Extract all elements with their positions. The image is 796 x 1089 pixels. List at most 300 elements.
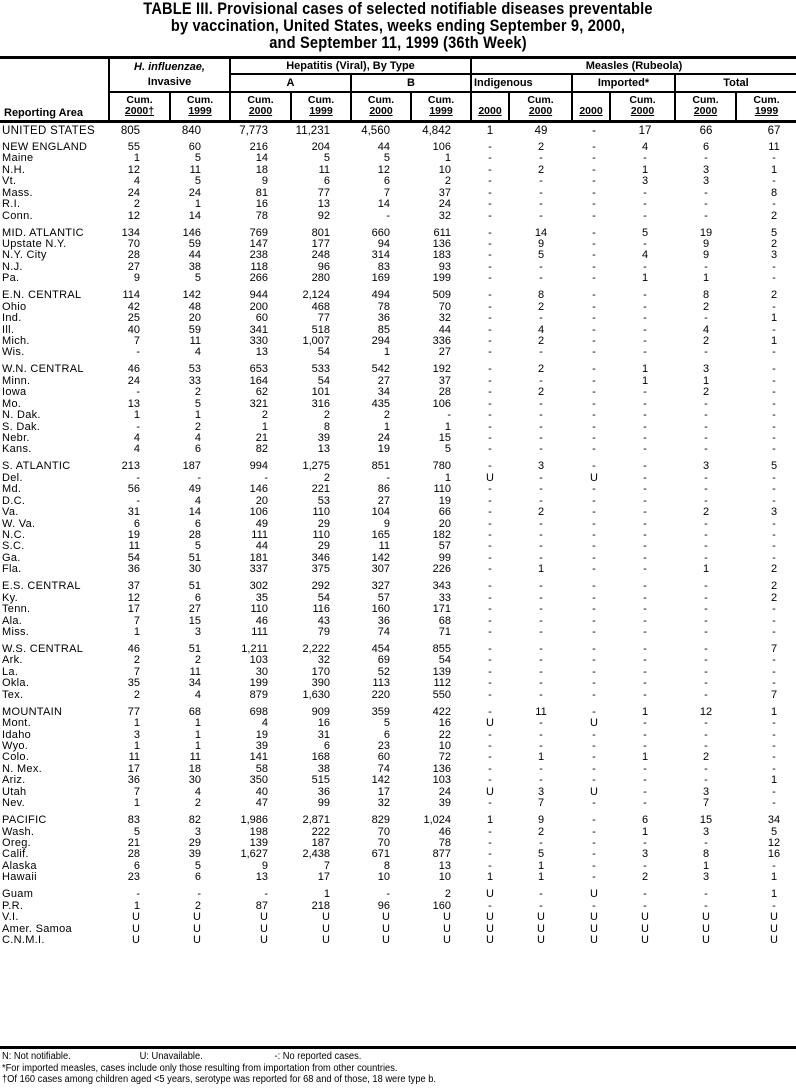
data-cell: 139 — [249, 836, 268, 849]
data-cell: 879 — [249, 688, 268, 701]
data-cell: 1 — [133, 797, 140, 810]
data-cell: 1 — [537, 751, 545, 764]
data-cell: 4 — [194, 346, 201, 359]
data-cell: 24 — [127, 186, 140, 199]
data-cell: - — [488, 409, 492, 422]
data-cell: - — [539, 762, 543, 775]
reporting-area-cell: Colo. — [2, 751, 30, 764]
data-cell: - — [539, 688, 543, 701]
reporting-area-cell: Tenn. — [2, 603, 31, 616]
data-cell: 36 — [127, 563, 140, 576]
data-cell: - — [488, 420, 492, 433]
data-cell: 10 — [377, 871, 390, 884]
data-cell: 20 — [188, 312, 201, 325]
data-cell: 2 — [641, 871, 649, 884]
data-cell: - — [488, 226, 492, 239]
data-cell: 55 — [127, 141, 140, 153]
data-cell: 1,986 — [240, 814, 268, 827]
cum-label: Cum. — [367, 94, 395, 106]
subheader-hepa-1999 — [292, 95, 350, 117]
data-cell: - — [539, 580, 543, 593]
reporting-area-cell: Del. — [2, 471, 23, 484]
data-cell: 7 — [133, 335, 140, 347]
data-cell: 1,211 — [241, 642, 268, 655]
table-row — [0, 616, 796, 627]
data-cell: 53 — [317, 494, 330, 507]
data-cell: 8 — [383, 859, 390, 872]
data-cell: - — [643, 540, 647, 553]
data-cell: - — [539, 198, 543, 211]
data-cell: 213 — [121, 460, 140, 473]
data-cell: 8 — [537, 289, 545, 302]
data-cell: 2 — [770, 563, 778, 576]
data-cell: U — [443, 911, 451, 924]
data-cell: - — [488, 614, 492, 627]
data-cell: 3 — [194, 825, 201, 838]
data-cell: 390 — [311, 677, 330, 690]
data-cell: 1 — [444, 471, 451, 484]
data-cell: 110 — [312, 529, 330, 541]
data-cell: - — [592, 125, 596, 137]
data-cell: 302 — [249, 580, 268, 593]
data-cell: 2 — [133, 654, 140, 667]
data-cell: 5 — [537, 249, 545, 262]
data-cell: 248 — [311, 249, 330, 262]
reporting-area-cell: Calif. — [2, 848, 29, 861]
data-cell: 533 — [311, 363, 330, 376]
table-row-region — [0, 644, 796, 655]
reporting-area-cell: E.S. CENTRAL — [2, 580, 81, 593]
data-cell: 5 — [194, 397, 201, 410]
table-row — [0, 827, 796, 838]
data-cell: - — [772, 397, 776, 410]
data-cell: 12 — [767, 836, 781, 849]
data-cell: 6 — [641, 814, 649, 827]
data-cell: U — [702, 922, 710, 935]
data-cell: - — [592, 209, 596, 222]
data-cell: - — [539, 626, 543, 638]
data-cell: 72 — [438, 751, 451, 764]
data-cell: 34 — [377, 386, 390, 399]
top-rule — [0, 56, 796, 59]
data-cell: 226 — [432, 563, 451, 576]
data-cell: - — [539, 471, 543, 484]
data-cell: U — [590, 933, 598, 946]
table-row — [0, 912, 796, 923]
subheader-imp-cum-2000 — [611, 95, 674, 117]
data-cell: 40 — [255, 785, 268, 798]
data-cell: - — [704, 688, 708, 701]
data-cell: - — [592, 529, 596, 541]
data-cell: - — [488, 506, 492, 519]
data-cell: U — [590, 911, 598, 924]
table-row — [0, 838, 796, 849]
data-cell: U — [486, 933, 494, 946]
data-cell: - — [592, 563, 596, 576]
data-cell: - — [643, 186, 647, 199]
data-cell: 18 — [255, 163, 268, 176]
data-cell: - — [539, 774, 543, 787]
data-cell: - — [772, 346, 776, 359]
data-cell: 611 — [433, 226, 451, 239]
data-cell: - — [488, 563, 492, 576]
data-cell: 24 — [377, 432, 390, 444]
data-cell: - — [488, 626, 492, 638]
table-row-region — [0, 815, 796, 826]
data-cell: - — [772, 300, 776, 313]
data-cell: 36 — [377, 614, 390, 627]
data-cell: 851 — [371, 460, 390, 473]
data-cell: 3 — [537, 460, 545, 473]
data-cell: U — [702, 911, 710, 924]
data-cell: - — [704, 728, 708, 741]
data-cell: U — [770, 933, 778, 946]
divider — [229, 73, 796, 75]
data-cell: - — [592, 272, 596, 285]
data-cell: 15 — [699, 814, 713, 827]
data-cell: - — [488, 836, 492, 849]
data-cell: - — [772, 654, 776, 667]
data-cell: - — [643, 529, 647, 541]
data-cell: 136 — [432, 762, 451, 775]
data-cell: - — [136, 471, 140, 484]
data-cell: - — [488, 163, 492, 176]
data-cell: U — [486, 888, 494, 901]
data-cell: 81 — [255, 186, 268, 199]
data-cell: - — [539, 654, 543, 667]
data-cell: - — [704, 260, 708, 273]
data-cell: - — [488, 848, 492, 861]
data-cell: 53 — [188, 363, 201, 376]
data-cell: 14 — [534, 226, 548, 239]
data-cell: U — [590, 785, 598, 798]
data-cell: - — [592, 774, 596, 787]
data-cell: - — [539, 665, 543, 678]
data-cell: 14 — [188, 209, 201, 222]
data-cell: U — [641, 922, 649, 935]
data-cell: 829 — [371, 814, 390, 827]
data-cell: 28 — [127, 249, 140, 262]
data-cell: - — [488, 540, 492, 553]
data-cell: - — [643, 506, 647, 519]
reporting-area-cell: S. Dak. — [2, 420, 41, 433]
data-cell: 9 — [383, 517, 390, 530]
data-cell: 10 — [438, 739, 451, 752]
data-cell: - — [772, 374, 776, 387]
table-row — [0, 433, 796, 444]
data-cell: 19 — [699, 226, 713, 239]
reporting-area-cell: Maine — [2, 152, 34, 165]
data-cell: 1 — [537, 563, 545, 576]
data-cell: - — [488, 859, 492, 872]
data-cell: 8 — [702, 289, 710, 302]
data-cell: 1 — [194, 739, 201, 752]
data-cell: - — [488, 825, 492, 838]
data-cell: - — [643, 323, 647, 336]
data-cell: - — [592, 260, 596, 273]
data-cell: 840 — [181, 125, 201, 137]
reporting-area-cell: La. — [2, 665, 19, 678]
data-cell: - — [264, 888, 268, 901]
data-cell: - — [592, 141, 596, 153]
data-cell: - — [643, 209, 647, 222]
data-cell: - — [488, 591, 492, 604]
data-cell: 70 — [438, 300, 451, 313]
data-cell: 292 — [311, 580, 330, 593]
data-cell: - — [539, 272, 543, 285]
data-cell: - — [592, 705, 596, 718]
data-cell: 39 — [188, 848, 201, 861]
data-cell: 2 — [323, 409, 330, 422]
data-cell: 62 — [255, 386, 268, 399]
data-cell: 1 — [641, 163, 649, 176]
data-cell: 5 — [770, 460, 778, 473]
data-cell: 82 — [255, 443, 268, 456]
data-cell: - — [772, 152, 776, 165]
data-cell: U — [322, 933, 330, 946]
data-cell: 518 — [311, 323, 330, 336]
data-cell: - — [592, 249, 596, 262]
data-cell: - — [772, 859, 776, 872]
year-label: 2000 — [579, 105, 603, 117]
data-cell: - — [592, 346, 596, 359]
data-cell: 200 — [249, 300, 268, 313]
reporting-area-cell: S. ATLANTIC — [2, 460, 71, 473]
data-cell: 19 — [255, 728, 268, 741]
data-cell: 698 — [249, 705, 268, 718]
data-cell: 37 — [127, 580, 140, 593]
data-cell: - — [643, 717, 647, 730]
table-row-total — [0, 124, 796, 138]
data-cell: 7 — [323, 859, 330, 872]
data-cell: U — [537, 911, 545, 924]
data-cell: - — [488, 323, 492, 336]
subheader-indig-2000 — [472, 106, 508, 117]
data-cell: 330 — [249, 335, 268, 347]
data-cell: 7 — [537, 797, 545, 810]
data-cell: U — [132, 933, 140, 946]
data-cell: 9 — [261, 859, 268, 872]
table-row — [0, 250, 796, 261]
data-cell: - — [772, 785, 776, 798]
data-cell: - — [592, 614, 596, 627]
data-cell: U — [132, 911, 140, 924]
table-row — [0, 387, 796, 398]
data-cell: - — [772, 483, 776, 496]
data-cell: 19 — [377, 443, 390, 456]
data-cell: - — [488, 483, 492, 496]
data-cell: U — [193, 933, 201, 946]
data-cell: 4 — [194, 494, 201, 507]
data-cell: - — [488, 751, 492, 764]
data-cell: 2 — [702, 751, 710, 764]
data-cell: 550 — [432, 688, 451, 701]
data-cell: 57 — [438, 540, 451, 553]
table-row — [0, 718, 796, 729]
data-cell: 294 — [371, 335, 390, 347]
data-cell: - — [704, 739, 708, 752]
data-cell: 17 — [127, 762, 140, 775]
data-cell: 27 — [377, 374, 390, 387]
data-cell: 509 — [432, 289, 451, 302]
data-cell: 5 — [383, 152, 390, 165]
data-cell: 68 — [188, 705, 201, 718]
data-cell: 7,773 — [239, 125, 268, 137]
data-cell: - — [704, 762, 708, 775]
reporting-area-cell: Mich. — [2, 335, 30, 347]
data-cell: 1 — [702, 563, 710, 576]
data-cell: - — [704, 603, 708, 616]
table-row-region — [0, 228, 796, 239]
data-cell: 66 — [438, 506, 451, 519]
data-cell: - — [592, 797, 596, 810]
header-measles: Measles (Rubeola) — [585, 60, 683, 72]
data-cell: U — [260, 933, 268, 946]
data-cell: 6 — [133, 517, 140, 530]
data-cell: 14 — [255, 152, 268, 165]
data-cell: 32 — [438, 312, 451, 325]
data-cell: 19 — [127, 529, 140, 541]
data-cell: 1 — [383, 420, 390, 433]
data-cell: 2 — [702, 335, 710, 347]
data-cell: - — [488, 460, 492, 473]
data-cell: 24 — [438, 785, 451, 798]
reporting-area-cell: Guam — [2, 888, 34, 901]
data-cell: - — [704, 483, 708, 496]
data-cell: - — [592, 506, 596, 519]
data-cell: - — [264, 471, 268, 484]
reporting-area-cell: Md. — [2, 483, 22, 496]
data-cell: 111 — [251, 529, 268, 541]
data-cell: - — [539, 443, 543, 456]
reporting-area-cell: Ill. — [2, 323, 15, 336]
data-cell: 27 — [127, 260, 140, 273]
reporting-area-cell: R.I. — [2, 198, 21, 211]
data-cell: - — [643, 420, 647, 433]
data-cell: 1 — [261, 420, 268, 433]
data-cell: - — [643, 300, 647, 313]
reporting-area-cell: Ga. — [2, 551, 21, 564]
data-cell: 10 — [438, 871, 451, 884]
data-cell: 110 — [250, 603, 268, 616]
data-cell: - — [592, 517, 596, 530]
data-cell: 2,438 — [302, 848, 330, 861]
data-cell: 1 — [133, 739, 140, 752]
data-cell: 103 — [249, 654, 268, 667]
data-cell: - — [488, 175, 492, 188]
year-label: 1999 — [754, 105, 779, 117]
data-cell: - — [539, 888, 543, 901]
data-cell: - — [592, 899, 596, 912]
data-cell: - — [772, 614, 776, 627]
data-cell: 34 — [188, 677, 201, 690]
data-cell: 780 — [432, 460, 451, 473]
data-cell: - — [592, 335, 596, 347]
data-cell: U — [382, 911, 390, 924]
table-row — [0, 764, 796, 775]
subheader-hepb-1999 — [412, 95, 470, 117]
data-cell: - — [539, 836, 543, 849]
reporting-area-cell: Tex. — [2, 688, 24, 701]
table-row-region — [0, 142, 796, 153]
data-cell: 1 — [194, 728, 201, 741]
data-cell: 5 — [194, 540, 201, 553]
table-row — [0, 507, 796, 518]
data-cell: - — [643, 739, 647, 752]
data-cell: 2 — [194, 899, 201, 912]
table-row — [0, 199, 796, 210]
data-cell: U — [193, 922, 201, 935]
data-cell: - — [488, 677, 492, 690]
data-cell: 82 — [188, 814, 201, 827]
data-cell: - — [197, 888, 201, 901]
data-cell: 198 — [249, 825, 268, 838]
data-cell: U — [486, 785, 494, 798]
data-cell: - — [643, 888, 647, 901]
table-row — [0, 798, 796, 809]
data-cell: U — [702, 933, 710, 946]
data-cell: 113 — [372, 677, 390, 690]
reporting-area-cell: Kans. — [2, 443, 32, 456]
data-cell: 93 — [438, 260, 451, 273]
data-cell: - — [643, 517, 647, 530]
data-cell: 1 — [770, 335, 778, 347]
data-cell: - — [772, 260, 776, 273]
table-row — [0, 741, 796, 752]
table-row — [0, 496, 796, 507]
data-cell: 106 — [249, 506, 268, 519]
data-cell: - — [488, 642, 492, 655]
data-cell: - — [592, 665, 596, 678]
data-cell: - — [772, 363, 776, 376]
table-row — [0, 399, 796, 410]
data-cell: 266 — [249, 272, 268, 285]
data-cell: 37 — [438, 374, 451, 387]
reporting-area-cell: Minn. — [2, 374, 31, 387]
data-cell: 7 — [770, 688, 778, 701]
data-cell: U — [132, 922, 140, 935]
table-row — [0, 541, 796, 552]
year-label: 2000 — [248, 105, 273, 117]
table-row — [0, 262, 796, 273]
data-cell: 17 — [317, 871, 330, 884]
data-cell: 327 — [371, 580, 390, 593]
data-cell: - — [592, 460, 596, 473]
table-row — [0, 775, 796, 786]
table-row — [0, 473, 796, 484]
data-cell: - — [592, 688, 596, 701]
data-cell: - — [772, 272, 776, 285]
data-cell: 60 — [188, 141, 201, 153]
data-cell: - — [643, 386, 647, 399]
data-cell: 71 — [438, 626, 451, 638]
data-cell: 2 — [261, 409, 268, 422]
data-cell: 35 — [127, 677, 140, 690]
cum-label: Cum. — [527, 94, 554, 106]
data-cell: - — [539, 551, 543, 564]
data-cell: 46 — [127, 363, 140, 376]
data-cell: 23 — [127, 871, 140, 884]
data-cell: - — [704, 888, 708, 901]
data-cell: 199 — [249, 677, 268, 690]
data-cell: 165 — [371, 529, 390, 541]
data-cell: 1 — [641, 272, 649, 285]
data-cell: 314 — [371, 249, 390, 262]
reporting-area-cell: Ky. — [2, 591, 18, 604]
data-cell: 4 — [133, 175, 140, 188]
data-cell: 6 — [194, 871, 201, 884]
data-cell: - — [488, 272, 492, 285]
